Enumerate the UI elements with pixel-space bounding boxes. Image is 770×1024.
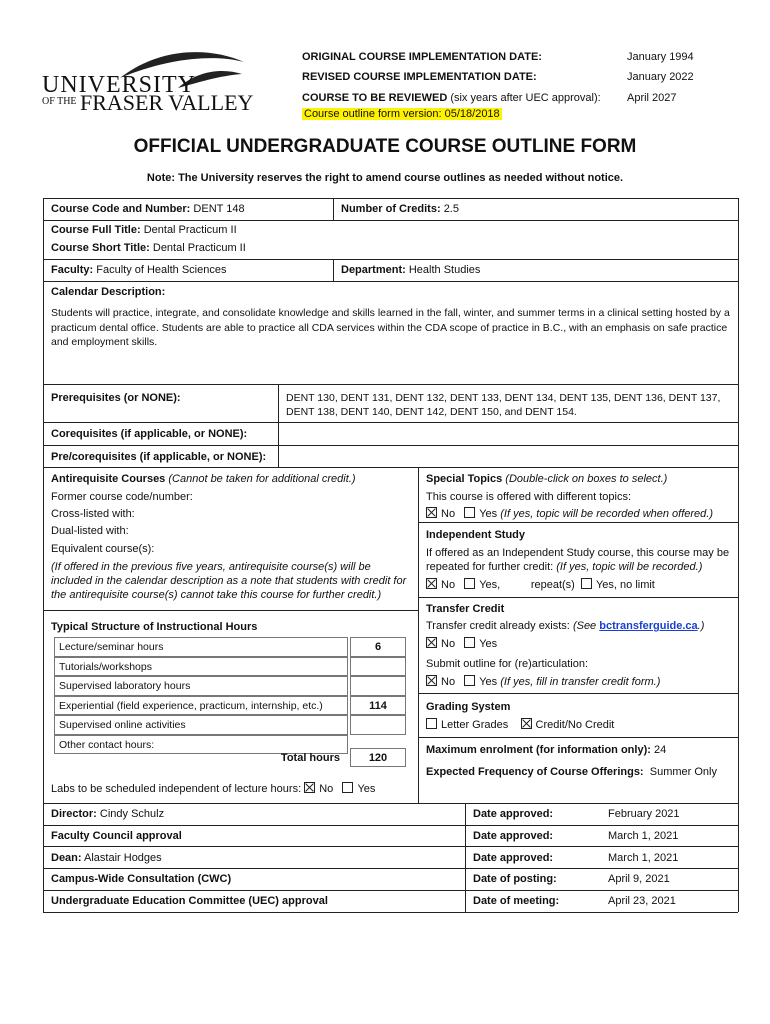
rearticulation-yes-checkbox[interactable] bbox=[464, 675, 475, 686]
hours-row-value[interactable] bbox=[350, 657, 406, 677]
maximum-enrolment: Maximum enrolment (for information only): 24 bbox=[426, 744, 667, 756]
hours-row-value[interactable] bbox=[350, 715, 406, 735]
antirequisite-footnote: (If offered in the previous five years, antirequisite course(s) will be included in the calendar description as a note that students with credit for the antirequisite course(s) cannot take this course for further credit.) bbox=[51, 561, 407, 601]
special-topics-yes-checkbox[interactable] bbox=[464, 507, 475, 518]
independent-study-text: If offered as an Independent Study course, this course may be repeated for further credit: (If yes, topic will be recorded.) bbox=[426, 547, 730, 573]
approval-date-value: April 23, 2021 bbox=[608, 895, 676, 908]
department: Department: Health Studies bbox=[341, 264, 481, 276]
transfer-exists-no-checkbox[interactable] bbox=[426, 637, 437, 648]
calendar-description: Students will practice, integrate, and consolidate knowledge and skills learned in the fall, winter, and summer terms in a clinical setting hosted by a practicum dental office. Students are able to practice all CDA services within the CDA scope of practice in B.C., with an emphasis on safe practice and employment skills. bbox=[51, 307, 730, 348]
hours-row-value[interactable] bbox=[350, 676, 406, 696]
approval-date-value: February 2021 bbox=[608, 808, 680, 820]
precorequisites-label: Pre/corequisites (if applicable, or NONE): bbox=[51, 451, 267, 463]
logo-fraser-valley-text: FRASER VALLEY bbox=[80, 90, 254, 115]
original-date-label: ORIGINAL COURSE IMPLEMENTATION DATE: bbox=[302, 51, 542, 63]
approval-date-label: Date of meeting: bbox=[473, 895, 560, 908]
logo-university-text: UNIVERSITY bbox=[42, 72, 196, 98]
letter-grades-checkbox[interactable] bbox=[426, 718, 437, 729]
approval-date-label: Date approved: bbox=[473, 851, 554, 864]
independent-yes-checkbox[interactable] bbox=[464, 578, 475, 589]
hours-row-value[interactable]: 114 bbox=[350, 696, 406, 716]
approval-date-value: March 1, 2021 bbox=[608, 851, 679, 864]
total-hours-label: Total hours bbox=[280, 751, 340, 764]
instructional-hours-label: Typical Structure of Instructional Hours bbox=[51, 621, 258, 633]
rearticulation-text: Submit outline for (re)articulation: bbox=[426, 658, 589, 670]
independent-study-options: No Yes, repeat(s) Yes, no limit bbox=[426, 578, 655, 591]
cross-listed-label: Cross-listed with: bbox=[51, 508, 135, 520]
transfer-credit-label: Transfer Credit bbox=[426, 603, 505, 615]
corequisites-label: Corequisites (if applicable, or NONE): bbox=[51, 428, 248, 440]
special-topics-text: This course is offered with different topics: bbox=[426, 491, 632, 503]
independent-no-limit-checkbox[interactable] bbox=[581, 578, 592, 589]
prerequisites-label: Prerequisites (or NONE): bbox=[51, 392, 181, 404]
hours-row-value[interactable]: 6 bbox=[350, 637, 406, 657]
approval-row-label: Undergraduate Education Committee (UEC) approval bbox=[51, 895, 328, 908]
amend-note: Note: The University reserves the right to amend course outlines as needed without notice. bbox=[146, 172, 624, 184]
transfer-credit-text: Transfer credit already exists: (See bctransferguide.ca.) bbox=[426, 620, 705, 632]
approval-row-label: Director: Cindy Schulz bbox=[51, 808, 165, 820]
approval-row-label: Faculty Council approval bbox=[51, 829, 182, 842]
hours-row-label: Lecture/seminar hours bbox=[54, 637, 348, 657]
labs-schedule: Labs to be scheduled independent of lecture hours: No Yes bbox=[51, 783, 376, 795]
page-title: OFFICIAL UNDERGRADUATE COURSE OUTLINE FORM bbox=[133, 136, 637, 157]
approval-row-label: Campus-Wide Consultation (CWC) bbox=[51, 873, 232, 886]
total-hours-value[interactable]: 120 bbox=[350, 748, 406, 768]
calendar-description-label: Calendar Description: bbox=[51, 286, 166, 298]
special-topics-options: No Yes (If yes, topic will be recorded when offered.) bbox=[426, 507, 713, 520]
grading-system-label: Grading System bbox=[426, 701, 511, 713]
hours-row-label: Other contact hours: bbox=[54, 735, 348, 755]
revised-date-label: REVISED COURSE IMPLEMENTATION DATE: bbox=[302, 71, 537, 83]
approval-date-value: April 9, 2021 bbox=[608, 873, 670, 886]
labs-yes-checkbox[interactable] bbox=[342, 782, 353, 793]
form-version: Course outline form version: 05/18/2018 bbox=[304, 108, 500, 120]
special-topics-label: Special Topics (Double-click on boxes to select.) bbox=[426, 473, 668, 485]
approval-row-label: Dean: Alastair Hodges bbox=[51, 851, 162, 864]
approval-date-value: March 1, 2021 bbox=[608, 829, 679, 842]
hours-row-label: Experiential (field experience, practicum, internship, etc.) bbox=[54, 696, 348, 716]
approval-date-label: Date of posting: bbox=[473, 873, 557, 886]
labs-no-checkbox[interactable] bbox=[304, 782, 315, 793]
special-topics-no-checkbox[interactable] bbox=[426, 507, 437, 518]
transfer-exists-yes-checkbox[interactable] bbox=[464, 637, 475, 648]
hours-row-label: Supervised laboratory hours bbox=[54, 676, 348, 696]
hours-row-label: Tutorials/workshops bbox=[54, 657, 348, 677]
hours-row-label: Supervised online activities bbox=[54, 715, 348, 735]
original-date-value: January 1994 bbox=[627, 51, 694, 63]
revised-date-value: January 2022 bbox=[627, 71, 694, 83]
review-date-label: COURSE TO BE REVIEWED (six years after UEC approval): bbox=[302, 92, 601, 104]
credit-no-credit-checkbox[interactable] bbox=[521, 718, 532, 729]
logo-of-the-text: OF THE bbox=[42, 96, 77, 107]
course-credits: Number of Credits: 2.5 bbox=[341, 203, 459, 215]
course-short-title: Course Short Title: Dental Practicum II bbox=[51, 242, 246, 254]
approval-date-label: Date approved: bbox=[473, 808, 554, 820]
approval-date-label: Date approved: bbox=[473, 829, 554, 842]
equivalent-courses-label: Equivalent course(s): bbox=[51, 543, 155, 555]
grading-options: Letter Grades Credit/No Credit bbox=[426, 718, 614, 731]
transfer-exists-options: No Yes bbox=[426, 637, 497, 650]
offering-frequency: Expected Frequency of Course Offerings: Summer Only bbox=[426, 766, 717, 778]
prerequisites-value: DENT 130, DENT 131, DENT 132, DENT 133, DENT 134, DENT 135, DENT 136, DENT 137, DENT 138, DENT 140, DENT 142, DENT 150, and DENT 154. bbox=[286, 392, 721, 418]
rearticulation-options: No Yes (If yes, fill in transfer credit form.) bbox=[426, 675, 660, 688]
independent-no-checkbox[interactable] bbox=[426, 578, 437, 589]
bctransferguide-link[interactable]: bctransferguide.ca bbox=[599, 620, 698, 632]
rearticulation-no-checkbox[interactable] bbox=[426, 675, 437, 686]
faculty: Faculty: Faculty of Health Sciences bbox=[51, 264, 227, 276]
course-code: Course Code and Number: DENT 148 bbox=[51, 203, 245, 215]
review-date-value: April 2027 bbox=[627, 92, 677, 104]
antirequisite-label: Antirequisite Courses (Cannot be taken for additional credit.) bbox=[51, 473, 356, 485]
independent-study-label: Independent Study bbox=[426, 529, 525, 541]
course-full-title: Course Full Title: Dental Practicum II bbox=[51, 224, 237, 236]
dual-listed-label: Dual-listed with: bbox=[51, 525, 129, 537]
former-course-label: Former course code/number: bbox=[51, 491, 193, 503]
